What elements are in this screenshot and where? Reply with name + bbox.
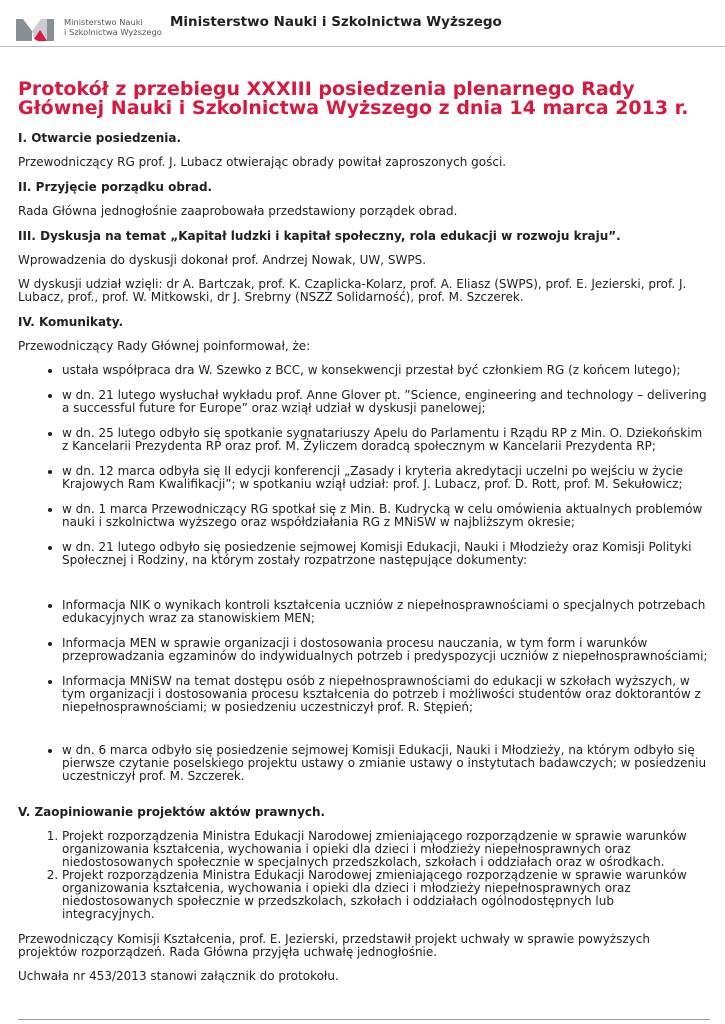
- list-item: 2. Projekt rozporządzenia Ministra Edukacji Narodowej zmieniającego rozporządzenie w sprawie warunków organizowania kształcenia, wychowania i opieki dla dzieci i młodzieży niepełnosprawnych oraz niedostosowanych społecznie w przedszkolach, szkołach i oddziałach ogólnodostępnych lub integracyjnych.: [62, 869, 710, 921]
- header-divider: [0, 46, 725, 47]
- list-item: • w dn. 25 lutego odbyło się spotkanie sygnatariuszy Apelu do Parlamentu i Rządu RP z Min. O. Dziekońskim z Kancelarii Prezydenta RP oraz prof. M. Żyliczem doradcą społecznym w Kancelarii Prezydenta RP;: [62, 427, 710, 453]
- section-3-paragraph-intro: Wprowadzenia do dyskusji dokonał prof. Andrzej Nowak, UW, SWPS.: [18, 253, 427, 267]
- logo-text-line1: Ministerstwo Nauki: [64, 17, 143, 27]
- document-title: Protokół z przebiegu XXXIII posiedzenia plenarnego Rady Głównej Nauki i Szkolnictwa Wyższego z dnia 14 marca 2013 r.: [18, 78, 689, 119]
- section-5-heading: V. Zaopiniowanie projektów aktów prawnych.: [18, 805, 326, 819]
- section-2-paragraph: Rada Główna jednogłośnie zaaprobowała przedstawiony porządek obrad.: [18, 204, 458, 218]
- section-4-intro: Przewodniczący Rady Głównej poinformował, że:: [18, 339, 311, 353]
- section-4-heading: IV. Komunikaty.: [18, 315, 124, 329]
- logo-text-line2: i Szkolnictwa Wyższego: [64, 27, 162, 37]
- announcements-list: [18, 364, 710, 783]
- section-2-heading: II. Przyjęcie porządku obrad.: [18, 180, 213, 194]
- list-item: 1. Projekt rozporządzenia Ministra Edukacji Narodowej zmieniającego rozporządzenie w sprawie warunków organizowania kształcenia, wychowania i opieki dla dzieci i młodzieży niepełnosprawnych oraz niedostosowanych społecznie w specjalnych przedszkolach, szkołach i oddziałach oraz w ośrodkach.: [62, 830, 710, 869]
- header-title: Ministerstwo Nauki i Szkolnictwa Wyższego: [170, 14, 502, 30]
- list-item: • w dn. 1 marca Przewodniczący RG spotkał się z Min. B. Kudrycką w celu omówienia aktualnych problemów nauki i szkolnictwa wyższego oraz współdziałania RG z MNiSW w najbliższym okresie;: [62, 503, 710, 529]
- ministry-logo[interactable]: [16, 17, 162, 41]
- list-item: • Informacja MEN w sprawie organizacji i dostosowania procesu nauczania, w tym form i warunków przeprowadzania egzaminów do indywidualnych potrzeb i predyspozycji uczniów z niepełnosprawnościami;: [62, 637, 710, 663]
- list-item: • w dn. 21 lutego odbyło się posiedzenie sejmowej Komisji Edukacji, Nauki i Młodzieży oraz Komisji Polityki Społecznej i Rodziny, na którym zostały rozpatrzone następujące dokumenty:: [62, 541, 710, 567]
- page-header: [0, 0, 725, 50]
- section-3-heading: III. Dyskusja na temat „Kapitał ludzki i kapitał społeczny, rola edukacji w rozwoju kraju”.: [18, 229, 621, 243]
- document-body: [18, 80, 710, 994]
- list-item: • w dn. 12 marca odbyła się II edycji konferencji „Zasady i kryteria akredytacji uczelni po wejściu w życie Krajowych Ram Kwalifikacji”; w spotkaniu wziął udział: prof. J. Lubacz, prof. D. Rott, prof. M. Sekułowicz;: [62, 465, 710, 491]
- ministry-logo-icon: [16, 17, 56, 41]
- section-3-paragraph-participants: W dyskusji udział wzięli: dr A. Bartczak, prof. K. Czaplicka-Kolarz, prof. A. Eliasz (SWPS), prof. E. Jezierski, prof. J. Lubacz, prof., prof. W. Mitkowski, dr J. Srebrny (NSZZ Solidarność), prof. M. Szczerek.: [18, 277, 687, 304]
- section-1-heading: I. Otwarcie posiedzenia.: [18, 131, 182, 145]
- list-item: • ustała współpraca dra W. Szewko z BCC, w konsekwencji przestał być członkiem RG (z końcem lutego);: [62, 364, 710, 377]
- section-5-paragraph-attachment: Uchwała nr 453/2013 stanowi załącznik do protokołu.: [18, 969, 339, 983]
- section-5-paragraph-resolution: Przewodniczący Komisji Kształcenia, prof. E. Jezierski, przedstawił projekt uchwały w sprawie powyższych projektów rozporządzeń. Rada Główna przyjęła uchwałę jednogłośnie.: [18, 932, 650, 959]
- legal-acts-list: [18, 830, 710, 921]
- list-item: • w dn. 21 lutego wysłuchał wykładu prof. Anne Glover pt. ”Science, engineering and technology – delivering a successful future for Europe” oraz wziął udział w dyskusji panelowej;: [62, 389, 710, 415]
- list-item: • Informacja MNiSW na temat dostępu osób z niepełnosprawnościami do edukacji w szkołach wyższych, w tym organizacji i dostosowania procesu kształcenia do potrzeb i możliwości studentów oraz doktorantów z niepełnosprawnościami; w posiedzeniu uczestniczył prof. R. Stępień;: [62, 675, 710, 714]
- footer-divider: [18, 1019, 710, 1020]
- section-1-paragraph: Przewodniczący RG prof. J. Lubacz otwierając obrady powitał zaproszonych gości.: [18, 155, 507, 169]
- list-item: • Informacja NIK o wynikach kontroli kształcenia uczniów z niepełnosprawnościami o specjalnych potrzebach edukacyjnych wraz za stanowiskiem MEN;: [62, 599, 710, 625]
- list-item: • w dn. 6 marca odbyło się posiedzenie sejmowej Komisji Edukacji, Nauki i Młodzieży, na którym odbyło się pierwsze czytanie poselskiego projektu ustawy o zmianie ustawy o instytutach badawczych; w posiedzeniu uczestniczył prof. M. Szczerek.: [62, 744, 710, 783]
